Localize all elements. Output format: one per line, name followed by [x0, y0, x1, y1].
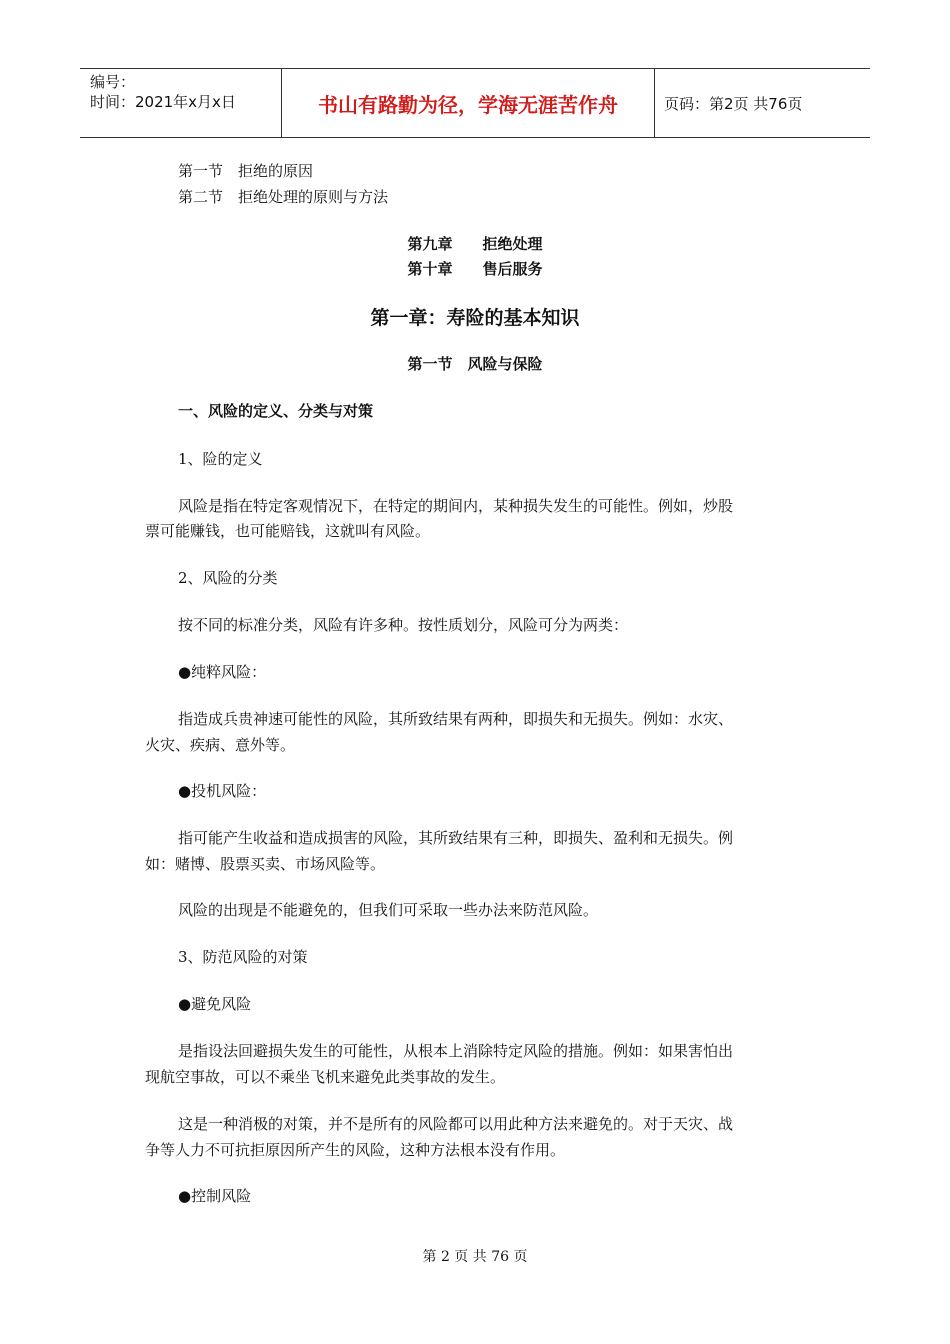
- paragraph-6-line-1: 是指设法回避损失发生的可能性，从根本上消除特定风险的措施。例如：如果害怕出: [178, 1042, 734, 1060]
- paragraph-7-line-1: 这是一种消极的对策，并不是所有的风险都可以用此种方法来避免的。对于天灾、战: [178, 1115, 734, 1133]
- header-motto: 书山有路勤为径，学海无涯苦作舟: [282, 69, 655, 137]
- document-number-label: 编号：: [90, 73, 136, 91]
- toc-section-2: 第二节 拒绝处理的原则与方法: [178, 188, 389, 206]
- header-page-info: 页码：第2页 共76页: [664, 94, 803, 113]
- bullet-avoid-risk: ●避免风险: [178, 995, 252, 1013]
- chapter-title: 第一章：寿险的基本知识: [370, 307, 580, 329]
- paragraph-4-line-2: 如：赌博、股票买卖、市场风险等。: [145, 855, 386, 873]
- bullet-control-risk: ●控制风险: [178, 1187, 252, 1205]
- toc-chapter-9: 第九章 拒绝处理: [407, 235, 543, 253]
- bullet-pure-risk: ●纯粹风险：: [178, 663, 267, 681]
- bullet-speculative-risk: ●投机风险：: [178, 782, 267, 800]
- paragraph-7-line-2: 争等人力不可抗拒原因所产生的风险，这种方法根本没有作用。: [145, 1141, 566, 1159]
- header-meta: [80, 69, 282, 137]
- subheading-3: 3、防范风险的对策: [178, 948, 308, 966]
- paragraph-4-line-1: 指可能产生收益和造成损害的风险，其所致结果有三种，即损失、盈利和无损失。例: [178, 829, 734, 847]
- paragraph-1-line-1: 风险是指在特定客观情况下，在特定的期间内，某种损失发生的可能性。例如，炒股: [178, 497, 734, 515]
- page-header: [80, 68, 870, 138]
- paragraph-1-line-2: 票可能赚钱，也可能赔钱，这就叫有风险。: [145, 522, 431, 540]
- section-title: 第一节 风险与保险: [407, 355, 543, 373]
- subheading-1: 1、险的定义: [178, 450, 263, 468]
- heading-risk-definition: 一、风险的定义、分类与对策: [178, 402, 374, 420]
- toc-section-1: 第一节 拒绝的原因: [178, 162, 314, 180]
- subheading-2: 2、风险的分类: [178, 569, 278, 587]
- document-date-label: 时间：2021年x月x日: [90, 93, 236, 111]
- paragraph-6-line-2: 现航空事故，可以不乘坐飞机来避免此类事故的发生。: [145, 1068, 506, 1086]
- page-footer: 第 2 页 共 76 页: [422, 1249, 528, 1265]
- toc-chapter-10: 第十章 售后服务: [407, 260, 543, 278]
- paragraph-2: 按不同的标准分类，风险有许多种。按性质划分，风险可分为两类：: [178, 616, 629, 634]
- paragraph-5: 风险的出现是不能避免的，但我们可采取一些办法来防范风险。: [178, 901, 599, 919]
- paragraph-3-line-2: 火灾、疾病、意外等。: [145, 736, 296, 754]
- paragraph-3-line-1: 指造成兵贵神速可能性的风险，其所致结果有两种，即损失和无损失。例如：水灾、: [178, 710, 734, 728]
